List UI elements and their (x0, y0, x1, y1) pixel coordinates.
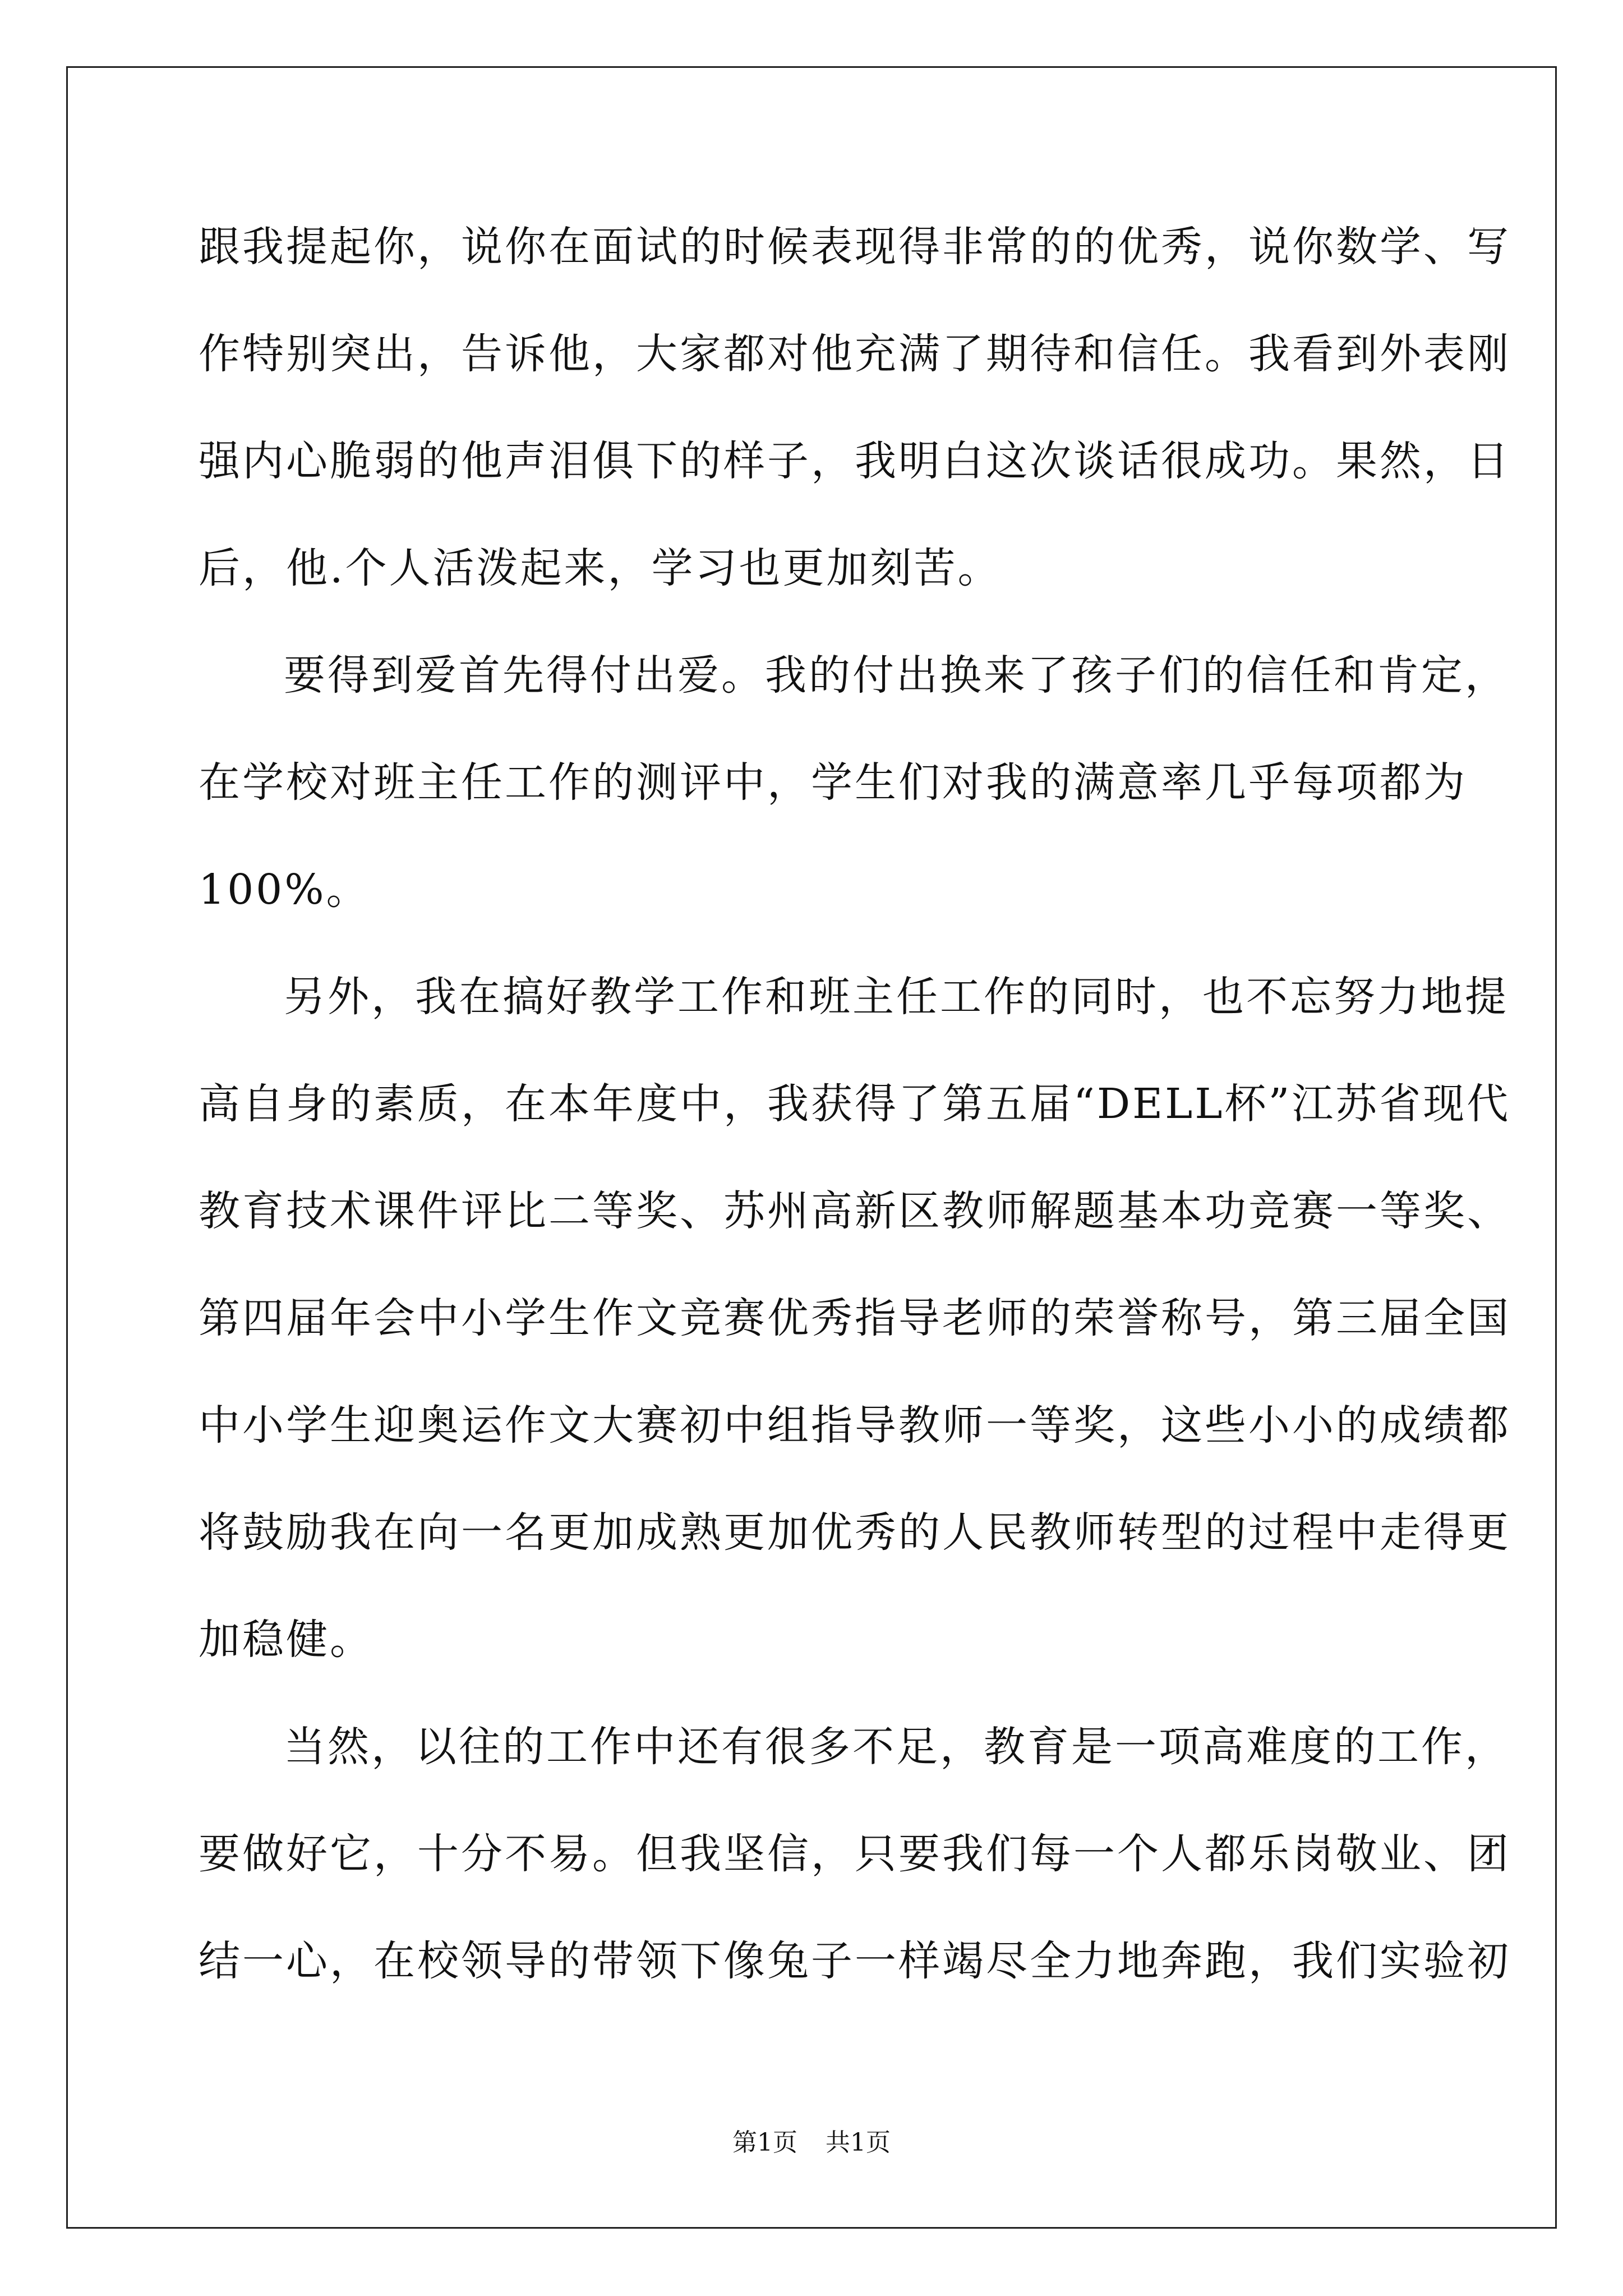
text-line: 第四届年会中小学生作文竞赛优秀指导老师的荣誉称号，第三届全国 (199, 1294, 1511, 1342)
text-line: 教育技术课件评比二等奖、苏州高新区教师解题基本功竞赛一等奖、 (199, 1187, 1511, 1235)
text-line: 后，他.个人活泼起来，学习也更加刻苦。 (199, 544, 1002, 592)
text-line: 强内心脆弱的他声泪俱下的样子，我明白这次谈话很成功。果然，日 (199, 437, 1511, 485)
text-line: 要做好它，十分不易。但我坚信，只要我们每一个人都乐岗敬业、团 (199, 1830, 1511, 1878)
text-line: 中小学生迎奥运作文大赛初中组指导教师一等奖，这些小小的成绩都 (199, 1401, 1511, 1450)
paragraph-first-line: 另外，我在搞好教学工作和班主任工作的同时，也不忘努力地提 (284, 973, 1509, 1021)
text-line: 高自身的素质，在本年度中，我获得了第五届“DELL杯”江苏省现代 (199, 1080, 1511, 1128)
text-line: 结一心，在校领导的带领下像兔子一样竭尽全力地奔跑，我们实验初 (199, 1937, 1511, 1985)
text-line: 100%。 (199, 866, 370, 914)
total-pages: 共1页 (826, 2128, 891, 2157)
text-line: 加稳健。 (199, 1616, 374, 1664)
paragraph-first-line: 当然，以往的工作中还有很多不足，教育是一项高难度的工作， (284, 1723, 1509, 1771)
text-line: 在学校对班主任工作的测评中，学生们对我的满意率几乎每项都为 (199, 758, 1467, 807)
document-body (199, 205, 1511, 2026)
page-number: 第1页 (732, 2128, 797, 2157)
text-line: 作特别突出，告诉他，大家都对他充满了期待和信任。我看到外表刚 (199, 330, 1511, 378)
paragraph-first-line: 要得到爱首先得付出爱。我的付出换来了孩子们的信任和肯定， (284, 651, 1509, 700)
text-line: 将鼓励我在向一名更加成熟更加优秀的人民教师转型的过程中走得更 (199, 1508, 1511, 1557)
page-footer (0, 2126, 1623, 2160)
text-line: 跟我提起你，说你在面试的时候表现得非常的的优秀，说你数学、写 (199, 223, 1511, 271)
